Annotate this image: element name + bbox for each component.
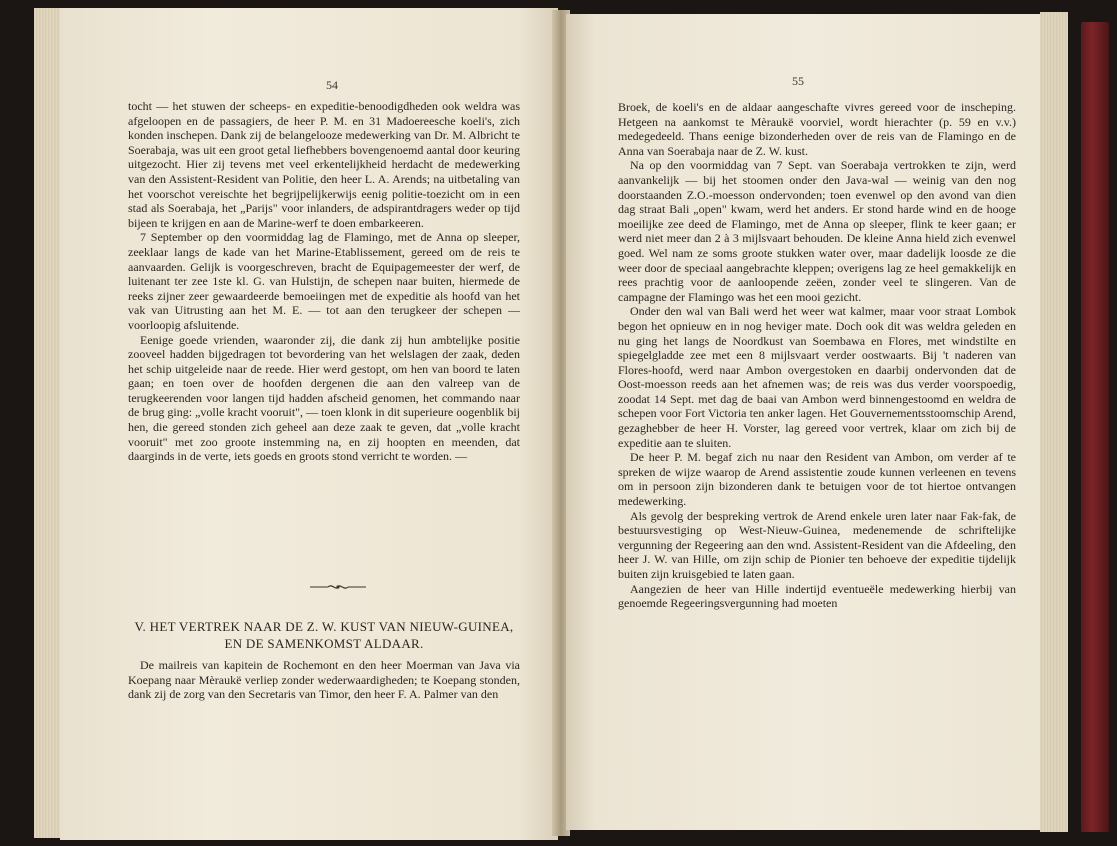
page-number-right: 55 bbox=[792, 74, 804, 88]
left-page-body bbox=[128, 99, 520, 464]
page-number-left: 54 bbox=[326, 78, 338, 92]
right-page-body bbox=[618, 100, 1016, 611]
paragraph: Aangezien de heer van Hille indertijd eventueële medewerking hierbij van genoemde Regeeringsvergunning had moeten bbox=[618, 581, 1016, 611]
paragraph: Broek, de koeli's en de aldaar aangeschafte vivres gereed voor de inscheping. Hetgeen na aankomst te Mèraukë voorviel, wordt hierachter (p. 59 en v.v.) medegedeeld. Thans eenige bizonderheden over de reis van de Flamingo en de Anna van Soerabaja naar de Z. W. kust. bbox=[618, 100, 1016, 158]
chapter-heading: V. HET VERTREK NAAR DE Z. W. KUST VAN NIEUW-GUINEA, EN DE SAMENKOMST ALDAAR. bbox=[134, 619, 514, 651]
paragraph: De heer P. M. begaf zich nu naar den Resident van Ambon, om verder af te spreken de wijze waarop de Arend assistentie zoude kunnen verleenen en tevens om in persoon zijn bizonderen dank te betuigen voor de tot hiertoe ontvangen medewerking. bbox=[618, 450, 1016, 509]
paragraph: De mailreis van kapitein de Rochemont en den heer Moerman van Java via Koepang naar Mèraukë verliep zonder wederwaardigheden; te Koepang stonden, dank zij de zorg van den Secretaris van Timor, den heer F. A. Palmer van den bbox=[128, 658, 520, 702]
left-page-body-after-heading bbox=[128, 658, 520, 702]
paragraph: Na op den voormiddag van 7 Sept. van Soerabaja vertrokken te zijn, werd aanvankelijk — bij het stoomen onder den Java-wal — weinig van den nog doorstaanden Z.O.-moesson ondervonden; toen evenwel op den avond van dien dag straat Bali „open" kwam, werd het anders. Er stond harde wind en de hooge moeilijke zee deed de Flamingo, met de Anna op sleeper, flink te keer gaan; er werd niet meer dan 2 à 3 mijlsvaart behouden. De kleine Anna hield zich evenwel goed. Wel nam ze soms groote stukken water over, maar dadelijk loosde ze die weer door de speciaal aangebrachte kleppen; overigens lag ze heel gemakkelijk en rees prachtig voor de aanloopende zeëen, zonder veel te slingeren. Van de campagne der Flamingo was het een mooi gezicht. bbox=[618, 158, 1016, 304]
book-cover-edge bbox=[1081, 22, 1109, 832]
page-edges-right bbox=[1040, 12, 1068, 832]
paragraph: Eenige goede vrienden, waaronder zij, die dank zij hun ambtelijke positie zooveel hadden bijgedragen tot bevordering van het welslagen der zaak, deden het schip uitgeleide naar de reede. Hier werd gestopt, om hen van boord te laten gaan; en toen over de hoofden dergenen die aan den valreep van de terugkeerenden voor langen tijd hadden afscheid genomen, het commando naar de brug ging: „volle kracht vooruit", — toen klonk in dit superieure oogenblik bij hen, die gereed stonden zich geheel aan deze zaak te geven, dat „volle kracht vooruit" met zoo groote instemming na, en zij hoopten en meenden, dat daarginds in de verte, iets goeds en groots stond verricht te worden. — bbox=[128, 332, 520, 464]
paragraph: 7 September op den voormiddag lag de Flamingo, met de Anna op sleeper, zeeklaar langs de kade van het Marine-Etablissement, gereed om de reis te aanvaarden. Gelijk is voorgeschreven, bracht de Equipagemeester der werf, de luitenant ter zee 1ste kl. G. van Hulstijn, de schepen naar buiten, hiermede de reeks zijner zeer gewaardeerde bemoeiingen met de expeditie als hoofd van het vak van Uitrusting aan het M. E. — tot aan den terugkeer der schepen — voorloopig afsluitende. bbox=[128, 230, 520, 332]
paragraph: Als gevolg der bespreking vertrok de Arend enkele uren later naar Fak-fak, de bestuursvestiging op West-Nieuw-Guinea, medenemende de schriftelijke vergunning der Regeering aan den wnd. Assistent-Resident van die Afdeeling, den heer J. W. van Hille, om zijn schip de Pionier ten behoeve der expeditie tijdelijk buiten zijn kruisgebied te laten gaan. bbox=[618, 508, 1016, 581]
paragraph: Onder den wal van Bali werd het weer wat kalmer, maar voor straat Lombok begon het opnieuw en in nog heviger mate. Doch ook dit was weldra geleden en nu ging het langs de Noordkust van Soembawa en Flores, met windstilte en spiegelgladde zee met een 8 mijlsvaart verder oostwaarts. Bij 't naderen van Flores-hoofd, werd naar Ambon overgestoken en daarbij ondervonden dat de Oost-moesson reeds aan het afnemen was; de reis was dus verder voorspoedig, zoodat 14 Sept. met dag de baai van Ambon werd binnengestoomd en weldra de schepen voor Fort Victoria ten anker lagen. Het Gouvernementsstoomschip Arend, gezaghebber de heer H. Vorster, lag gereed voor vertrek, klaar om zich bij de expeditie aan te sluiten. bbox=[618, 304, 1016, 450]
paragraph: tocht — het stuwen der scheeps- en expeditie-benoodigdheden ook weldra was afgeloopen en de passagiers, de heer P. M. en 31 Madoereesche koeli's, zich konden inschepen. Dank zij de belangelooze medewerking van Dr. M. Albricht te Soerabaja, was uit een groot getal liefhebbers bovengenoemd aantal door keuring uitgezocht. Hier zij tevens met veel erkentelijkheid herdacht de medewerking van den Assistent-Resident van Politie, den heer L. A. Arends; na uitbetaling van het voorschot vereischte het begrijpelijkerwijs eenig politie-toezicht om in een stad als Soerabaja, het „Parijs" voor inlanders, de adspirantdragers weder op tijd bijeen te krijgen en aan de Marine-werf te doen embarkeeren. bbox=[128, 99, 520, 230]
divider-ornament bbox=[308, 582, 368, 592]
